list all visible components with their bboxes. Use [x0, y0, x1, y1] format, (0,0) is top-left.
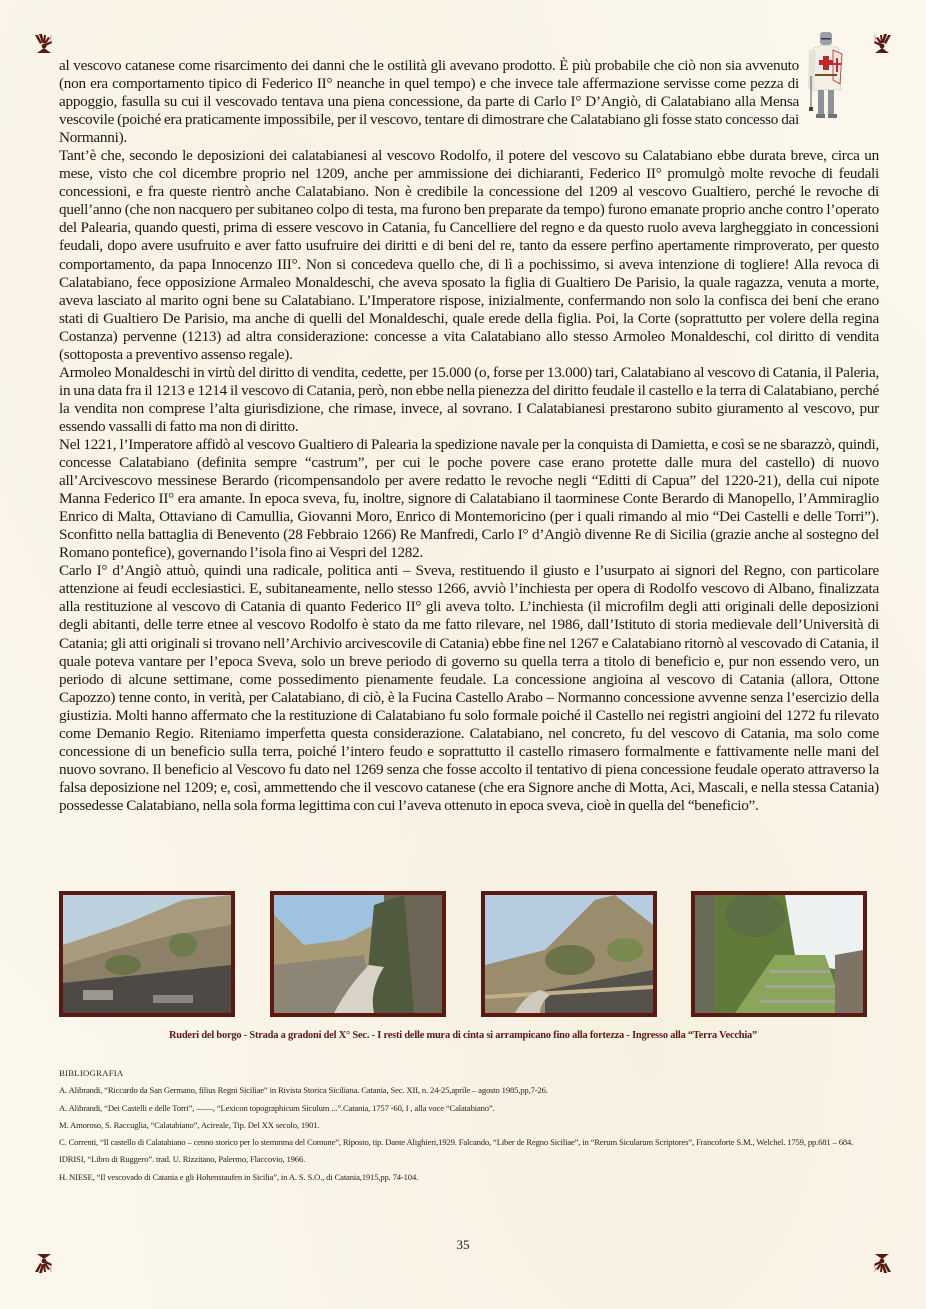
corner-ornament-icon	[871, 1252, 893, 1274]
corner-ornament-icon	[871, 33, 893, 55]
photo-strip	[59, 891, 867, 1019]
bibliography	[59, 1065, 869, 1186]
corner-ornament-icon	[33, 33, 55, 55]
bibliography-entry: H. NIESE, “Il vescovado di Catania e gli Hohenstaufen in Sicilia”, in A. S. S.O., di Catania,1915,pp. 74-104.	[59, 1171, 419, 1182]
paragraph: Armoleo Monaldeschi in virtù del diritto di vendita, cedette, per 15.000 (o, forse per 13.000) tari, Calatabiano al vescovo di Catania, il Paleria, in una data fra il 1213 e 1214 il vescovo di Catania, però, non ebbe nella pienezza del diritto feudale il castello e la terra di Calatabiano, perché la vendita non comprese l’alta giurisdizione, che rimase, invece, al sovrano. I Calatabianesi prestarono subito giuramento al vescovo, pur essendo vassalli di fatto ma non di diritto.	[59, 363, 879, 435]
article-body	[59, 57, 879, 815]
paragraph: Nel 1221, l’Imperatore affidò al vescovo Gualtiero di Palearia la spedizione navale per la conquista di Damietta, e così se ne sbarazzò, quindi, concesse Calatabiano (definita sempre “castrum”, per cui le poche povere case erano protette dalle mura del castello) di nuovo all’Arcivescovo messinese Berardo (ricompensandolo per avere redatto le revoche negli “Editti di Capua” del 1220-21), della cui nipote Manna Federico II° era amante. In epoca sveva, fu, inoltre, signore di Calatabiano il taorminese Conte Berardo di Manopello, l’Ammiraglio Enrico di Malta, Ottaviano di Camullia, Giovanni Moro, Enrico di Montemoricino (per i quali rimando al mio “Dei Castelli e delle Torri”). Sconfitto nella battaglia di Benevento (28 Febbraio 1266) Re Manfredi, Carlo I° d’Angiò divenne Re di Sicilia (grazie anche al sostegno del Romano pontefice), governando l’isola fino ai Vespri del 1282.	[59, 435, 879, 562]
bibliography-entry: M. Amoroso, S. Raccuglia, “Calatabiano”, Acireale, Tip. Del XX secolo, 1901.	[59, 1119, 320, 1130]
photo-caption: Ruderi del borgo - Strada a gradoni del X° Sec. - I resti delle mura di cinta si arrampicano fino alla fortezza - Ingresso alla “Terra Vecchia”	[168, 1030, 758, 1041]
paragraph: Tant’è che, secondo le deposizioni dei calatabianesi al vescovo Rodolfo, il potere del vescovo su Calatabiano ebbe durata breve, circa un mese, visto che col dicembre proprio nel 1209, anche per ammissione dei dichiaranti, Federico II° promulgò molte revoche di feudali concessioni, e fra queste rientrò anche Calatabiano. Non è credibile la concessione del 1209 al vescovo Gualtiero, perché le revoche di quell’anno (che non nacquero per subitaneo colpo di testa, ma furono ben preparate da tempo) furono emanate proprio anche contro l’operato del Palearia, quando questi, prima di essere vescovo in Catania, fu Cancelliere del regno e da questo ruolo aveva largheggiato in concessioni feudali, dopo avere usufruito e aver fatto usufruire dei diritti e di beni del re, tanto da essere perfino apertamente rimproverato, per questo comportamento, da papa Innocenzo III°. Non si concedeva quello che, di lì a pochissimo, si aveva intenzione di togliere! Alla revoca di Calatabiano, fece opposizione Armaleo Monaldeschi, che aveva sposato la figlia di Gualtiero De Parisio, la quale ragazza, venuta a morte, aveva lasciato al marito ogni bene su Calatabiano. L’Imperatore rispose, inizialmente, confermando non solo la confisca dei beni che erano stati di Gualtiero De Parisio, ma anche di quelli del Monaldeschi, quale erede della figlia. Poi, la Corte (soprattutto per volere della regina Costanza) pervenne (1213) ad altra considerazione: concesse a vita Calatabiano allo stesso Armoleo Monaldeschi, col diritto di vendita (sottoposta a preventivo assenso regale).	[59, 147, 879, 363]
page-number: 35	[456, 1237, 470, 1252]
bibliography-entry: A. Alibrandi, “Riccardo da San Germano, filius Regni Siciliae” in Rivista Storica Siciliana. Catania, Sec. XII, n. 24-25,aprile – agosto 1985,pp,7-26.	[59, 1085, 548, 1096]
bibliography-entry: C. Correnti, “Il castello di Calatabiano – cenno storico per lo stemmma del Comune”, Riposto, tip. Dante Alighieri,1929. Falcando, “Liber de Regno Siciliae”, in “Rerum Sicularum Scriptores”, Francoforte S.M., Welchel. 1759, pp.681 – 684.	[59, 1137, 854, 1148]
bibliography-heading: BIBLIOGRAFIA	[59, 1068, 124, 1078]
bibliography-entry: A. Alibrandi, “Dei Castelli e delle Torri”, ––––, “Lexicon topographicum Siculum ...”.Catania, 1757 -60, I , alla voce “Calatabiano”.	[59, 1102, 495, 1113]
city-walls-photo	[481, 891, 657, 1017]
stepped-road-photo	[270, 891, 446, 1017]
corner-ornament-icon	[33, 1252, 55, 1274]
terra-vecchia-entrance-photo	[691, 891, 867, 1017]
paragraph: Carlo I° d’Angiò attuò, quindi una radicale, politica anti – Sveva, restituendo il giusto e l’usurpato ai signori del Regno, con particolare attenzione ai feudi ecclesiastici. E, subitaneamente, nello stesso 1266, avviò l’inchiesta per opera di Rodolfo vescovo di Albano, finalizzata alla restituzione al vescovo di Catania di quanto Federico II° gli aveva tolto. L’inchiesta (il microfilm degli atti originali delle deposizioni degli abitanti, delle terre etnee al vescovo Rodolfo è stato da me fatto rilevare, nel 1986, dall’Istituto di storia medievale dell’Università di Catania; gli atti originali si trovano nell’Archivio arcivescovile di Catania) ebbe fine nel 1267 e Calatabiano ritornò al vescovado di Catania, il quale poteva vantare per l’epoca Sveva, solo un breve periodo di governo su quella terra a titolo di beneficio e, pur non essendo vero, un periodo di alcune settimane, come possedimento pienamente feudale. La concessione angioina al vescovo di Catania (allora, Ottone Capozzo) tenne conto, in verità, per Calatabiano, di ciò, è la Fucina Castello Arabo – Normanno concessione avvenne senza l’esercizio della giustizia. Molti hanno affermato che la restituzione di Calatabiano fu solo formale poiché il Castello nei registri angioini del 1272 fu rilevato come Demanio Regio. Riteniamo imperfetta questa considerazione. Calatabiano, nel concreto, fu del vescovo di Catania, ma solo come concessione di un beneficio sulla terra, poiché l’intero feudo e soprattutto il castello rimasero formalmente e fattivamente nelle mani del nuovo sovrano. Il beneficio al Vescovo fu dato nel 1269 senza che fosse accolto il tentativo di piena concessione feudale operato attraverso la falsa deposizione nel 1209; e, così, ammettendo che il vescovo catanese (che era Signore anche di Motta, Aci, Mascali, e nella stessa Catania) possedesse Calatabiano, nella sola forma legittima con cui l’aveva ottenuto in epoca sveva, cioè in quella del “beneficio”.	[59, 562, 879, 814]
ruins-photo	[59, 891, 235, 1017]
paragraph: al vescovo catanese come risarcimento dei danni che le ostilità gli avevano prodotto. È più probabile che ciò non sia avvenuto (non era comportamento tipico di Federico II° neanche in quel tempo) e che invece tale affermazione servisse come pezza di appoggio, fasulla su cui il vescovado tentava una piena concessione, da parte di Carlo I° D’Angiò, di Calatabiano alla Mensa vescovile (poiché era praticamente impossibile, per il vescovo, tentare di dimostrare che Calatabiano gli fosse stato concesso dai Normanni).	[59, 57, 799, 147]
bibliography-entry: IDRISI, “Libro di Ruggero”. trad. U. Rizzitano, Palermo, Flaccovio, 1966.	[59, 1154, 306, 1165]
